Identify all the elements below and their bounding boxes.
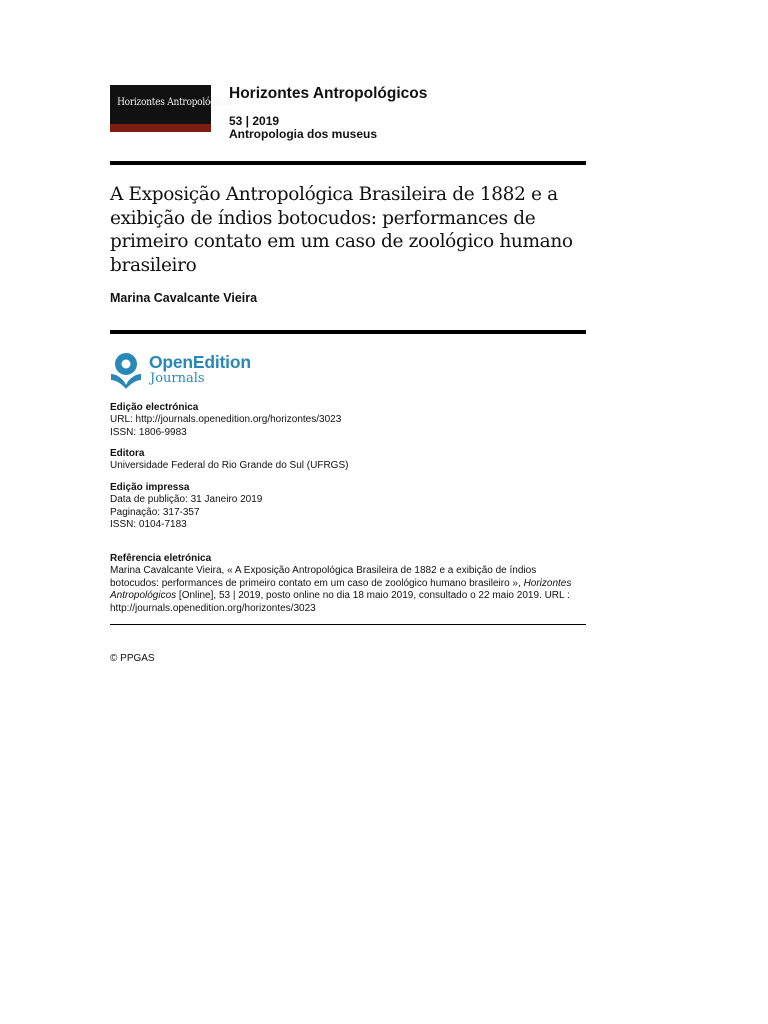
publisher-block [110, 448, 586, 473]
electronic-edition-issn: ISSN: 1806-9983 [110, 426, 187, 438]
top-divider [110, 161, 586, 165]
print-edition-date: Data de publição: 31 Janeiro 2019 [110, 494, 263, 506]
openedition-icon [110, 352, 146, 390]
middle-divider [110, 330, 586, 334]
print-edition-block [110, 482, 586, 532]
journal-logo [110, 85, 233, 132]
issue-number: 53 | 2019 [229, 114, 280, 128]
reference-block [110, 553, 586, 615]
electronic-edition-url[interactable]: URL: http://journals.openedition.org/horizontes/3023 [110, 414, 342, 426]
openedition-logo [110, 352, 270, 392]
print-edition-issn: ISSN: 0104-7183 [110, 519, 187, 531]
reference-heading: Refêrencia eletrónica [110, 553, 212, 564]
copyright: © PPGAS [110, 653, 155, 664]
electronic-edition-heading: Edição electrónica [110, 402, 199, 413]
reference-text [110, 565, 586, 615]
bottom-divider [110, 624, 586, 625]
reference-text-end: [Online], 53 | 2019, posto online no dia 18 maio 2019, consultado o 22 maio 2019. URL : http://journals.openedition.org/horizontes/3023 [110, 590, 570, 614]
electronic-edition-block [110, 402, 586, 439]
journal-logo-band [110, 124, 211, 132]
reference-journal: Horizontes Antropológicos [110, 577, 572, 602]
article-author: Marina Cavalcante Vieira [110, 291, 258, 305]
journal-title: Horizontes Antropológicos [229, 85, 428, 102]
reference-text-start: Marina Cavalcante Vieira, « A Exposição Antropológica Brasileira de 1882 e a exibição de índios botocudos: performances de primeiro contato em um caso de zoológico humano brasileiro », [110, 565, 537, 589]
publisher-name: Universidade Federal do Rio Grande do Sul (UFRGS) [110, 460, 349, 472]
publisher-heading: Editora [110, 448, 145, 459]
print-edition-pages: Paginação: 317-357 [110, 506, 200, 518]
print-edition-heading: Edição impressa [110, 482, 190, 493]
openedition-name: OpenEdition [149, 352, 251, 372]
article-title: A Exposição Antropológica Brasileira de 1882 e a exibição de índios botocudos: performances de primeiro contato em um caso de zoológico humano brasileiro [110, 184, 573, 276]
openedition-sub: Journals [150, 371, 205, 386]
journal-logo-text: Horizontes Antropológicos [117, 96, 233, 108]
issue-theme: Antropologia dos museus [229, 127, 378, 141]
